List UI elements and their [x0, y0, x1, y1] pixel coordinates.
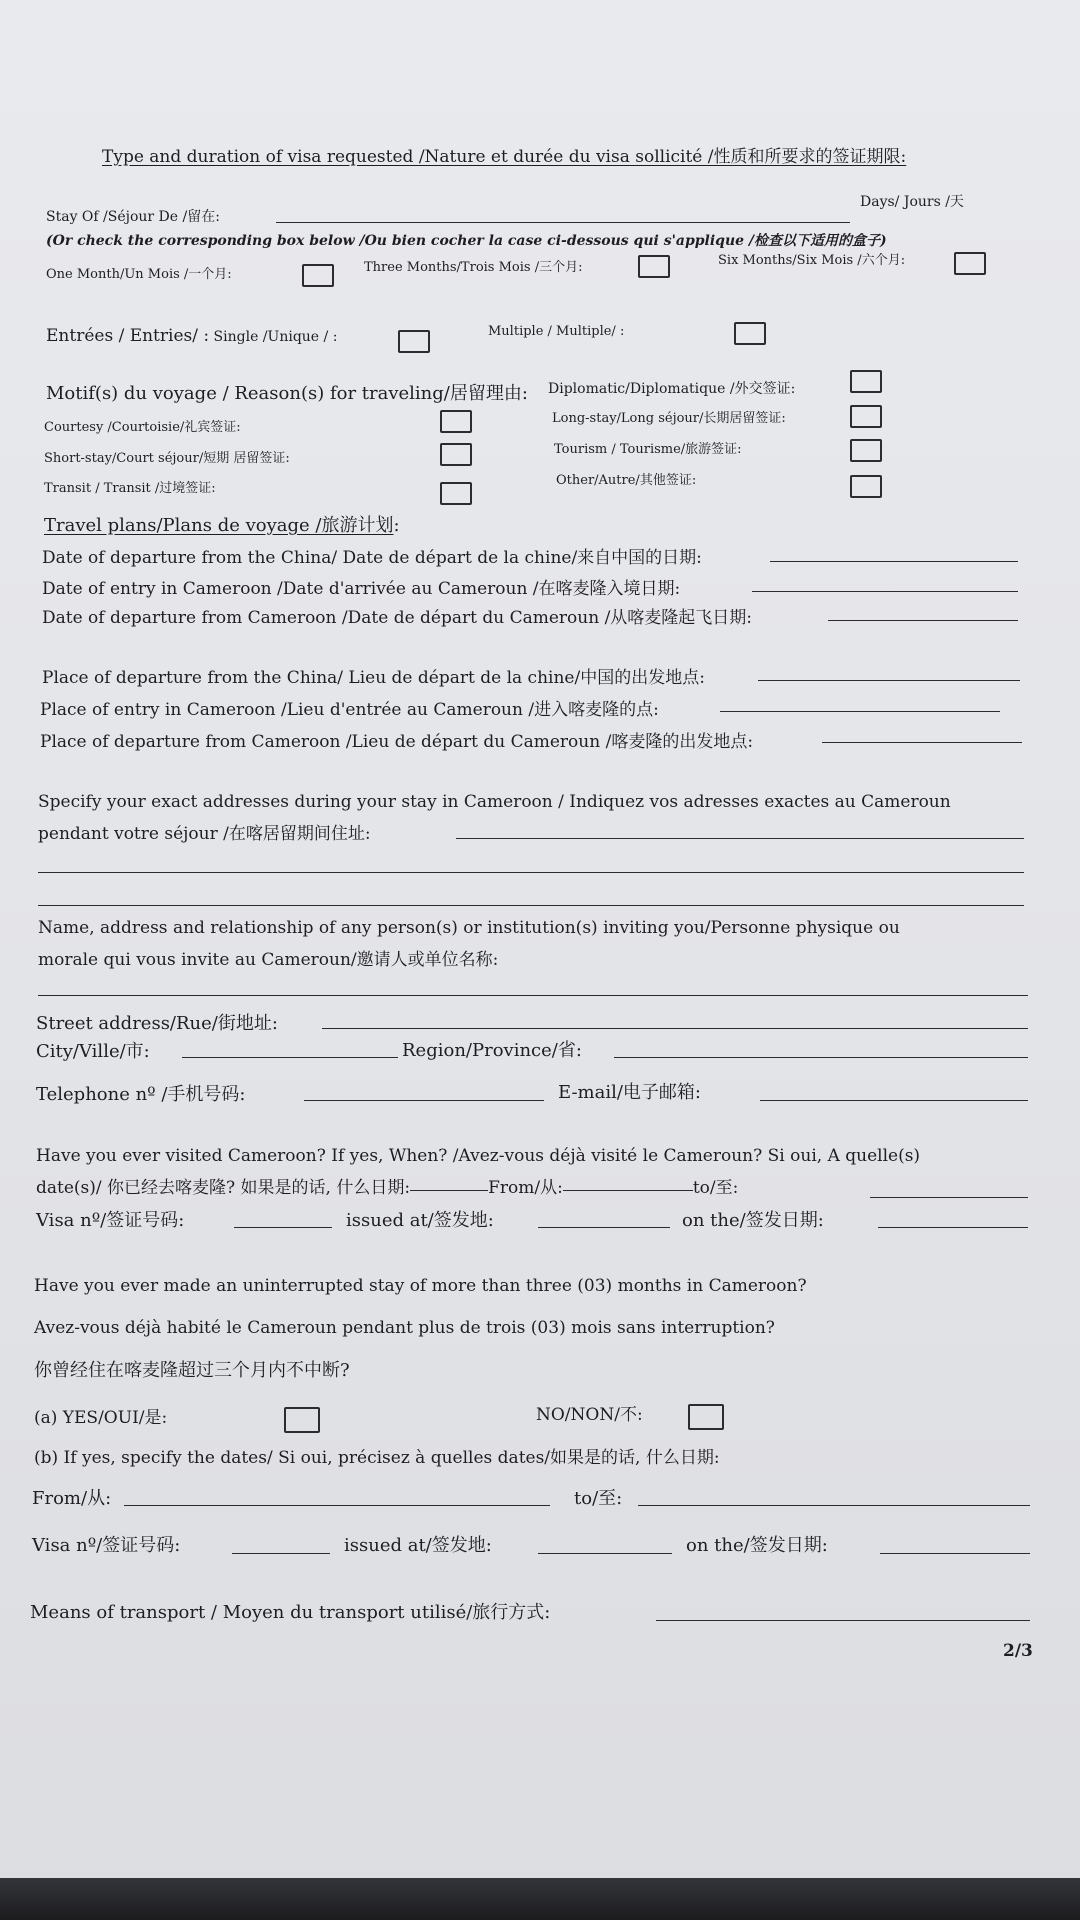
- one-month-label: One Month/Un Mois /一个月:: [46, 267, 232, 282]
- transport-field[interactable]: [656, 1620, 1030, 1621]
- date-departure-cameroon-label: Date of departure from Cameroon /Date de départ du Cameroun /从喀麦隆起飞日期:: [42, 608, 753, 628]
- stay-on-the-label: on the/签发日期:: [686, 1535, 828, 1556]
- visited-when-field[interactable]: [410, 1190, 488, 1191]
- address-field-2[interactable]: [38, 872, 1024, 873]
- no-checkbox[interactable]: [688, 1404, 724, 1430]
- place-departure-cameroon-field[interactable]: [822, 742, 1022, 743]
- email-field[interactable]: [760, 1100, 1028, 1101]
- tourism-label: Tourism / Tourisme/旅游签证:: [554, 442, 742, 457]
- inviter-instruction-line1: Name, address and relationship of any person(s) or institution(s) inviting you/Personne physique ou: [38, 918, 900, 938]
- date-departure-china-field[interactable]: [770, 561, 1018, 562]
- place-entry-cameroon-field[interactable]: [720, 711, 1000, 712]
- short-stay-checkbox[interactable]: [440, 443, 472, 466]
- courtesy-checkbox[interactable]: [440, 410, 472, 433]
- six-months-label: Six Months/Six Mois /六个月:: [718, 253, 906, 268]
- visited-question-line1: Have you ever visited Cameroon? If yes, When? /Avez-vous déjà visité le Cameroun? Si oui, A quelle(s): [36, 1146, 921, 1166]
- street-label: Street address/Rue/街地址:: [36, 1013, 278, 1034]
- place-entry-cameroon-label: Place of entry in Cameroon /Lieu d'entrée au Cameroun /进入喀麦隆的点:: [40, 700, 659, 720]
- date-entry-cameroon-field[interactable]: [752, 591, 1018, 592]
- telephone-field[interactable]: [304, 1100, 544, 1101]
- long-stay-question-en: Have you ever made an uninterrupted stay of more than three (03) months in Cameroon?: [34, 1276, 807, 1296]
- single-entry-checkbox[interactable]: [398, 330, 430, 353]
- address-instruction-line2: pendant votre séjour /在喀居留期间住址:: [38, 824, 371, 844]
- courtesy-label: Courtesy /Courtoisie/礼宾签证:: [44, 420, 241, 435]
- other-label: Other/Autre/其他签证:: [556, 473, 697, 488]
- email-label: E-mail/电子邮箱:: [558, 1082, 701, 1103]
- three-months-label: Three Months/Trois Mois /三个月:: [364, 260, 583, 275]
- city-label: City/Ville/市:: [36, 1041, 150, 1062]
- stay-from-field[interactable]: [124, 1505, 550, 1506]
- entries-label: Entrées / Entries/ : Single /Unique / :: [46, 326, 338, 346]
- short-stay-label: Short-stay/Court séjour/短期 居留签证:: [44, 451, 290, 466]
- transport-label: Means of transport / Moyen du transport utilisé/旅行方式:: [30, 1602, 551, 1623]
- page-number: 2/3: [1003, 1641, 1033, 1661]
- visited-on-the-label: on the/签发日期:: [682, 1210, 824, 1231]
- travel-plans-heading: Travel plans/Plans de voyage /旅游计划:: [44, 515, 400, 536]
- stay-label: Stay Of /Séjour De /留在:: [46, 209, 220, 225]
- stay-days-field[interactable]: [276, 222, 850, 223]
- region-field[interactable]: [614, 1057, 1028, 1058]
- date-departure-china-label: Date of departure from the China/ Date de départ de la chine/来自中国的日期:: [42, 548, 702, 568]
- visited-to-field[interactable]: [870, 1197, 1028, 1198]
- other-checkbox[interactable]: [850, 475, 882, 498]
- stay-visa-no-label: Visa nº/签证号码:: [32, 1535, 181, 1556]
- long-stay-question-zh: 你曾经住在喀麦隆超过三个月内不中断?: [34, 1360, 350, 1381]
- days-label: Days/ Jours /天: [860, 194, 964, 210]
- stay-to-label: to/至:: [574, 1488, 623, 1509]
- address-field-3[interactable]: [38, 905, 1024, 906]
- city-field[interactable]: [182, 1057, 398, 1058]
- transit-label: Transit / Transit /过境签证:: [44, 481, 216, 496]
- three-months-checkbox[interactable]: [638, 255, 670, 278]
- six-months-checkbox[interactable]: [954, 252, 986, 275]
- place-departure-china-field[interactable]: [758, 680, 1020, 681]
- address-instruction-line1: Specify your exact addresses during your stay in Cameroon / Indiquez vos adresses exactes au Cameroun: [38, 792, 951, 812]
- stay-issued-at-label: issued at/签发地:: [344, 1535, 492, 1556]
- telephone-label: Telephone nº /手机号码:: [36, 1084, 246, 1105]
- stay-from-label: From/从:: [32, 1488, 112, 1509]
- long-stay-question-fr: Avez-vous déjà habité le Cameroun pendant plus de trois (03) mois sans interruption?: [34, 1318, 775, 1338]
- desk-shadow: [0, 1878, 1080, 1920]
- diplomatic-label: Diplomatic/Diplomatique /外交签证:: [548, 381, 796, 397]
- transit-checkbox[interactable]: [440, 482, 472, 505]
- place-departure-china-label: Place of departure from the China/ Lieu de départ de la chine/中国的出发地点:: [42, 668, 705, 688]
- if-yes-dates-label: (b) If yes, specify the dates/ Si oui, précisez à quelles dates/如果是的话, 什么日期:: [34, 1448, 720, 1468]
- street-field[interactable]: [322, 1028, 1028, 1029]
- long-stay-label: Long-stay/Long séjour/长期居留签证:: [552, 411, 786, 426]
- stay-visa-no-field[interactable]: [232, 1553, 330, 1554]
- visited-visa-no-field[interactable]: [234, 1227, 332, 1228]
- visited-visa-no-label: Visa nº/签证号码:: [36, 1210, 185, 1231]
- yes-label: (a) YES/OUI/是:: [34, 1408, 168, 1428]
- multiple-label: Multiple / Multiple/ :: [488, 324, 625, 339]
- inviter-instruction-line2: morale qui vous invite au Cameroun/邀请人或单位名称:: [38, 950, 499, 970]
- stay-to-field[interactable]: [638, 1505, 1030, 1506]
- multiple-entry-checkbox[interactable]: [734, 322, 766, 345]
- long-stay-checkbox[interactable]: [850, 405, 882, 428]
- stay-on-the-field[interactable]: [880, 1553, 1030, 1554]
- visited-issued-at-field[interactable]: [538, 1227, 670, 1228]
- check-note: (Or check the corresponding box below /Ou bien cocher la case ci-dessous qui s'applique /检查以下适用的盒子): [46, 233, 887, 249]
- yes-checkbox[interactable]: [284, 1407, 320, 1433]
- motif-label: Motif(s) du voyage / Reason(s) for traveling/居留理由:: [46, 383, 528, 404]
- visited-question-line2: date(s)/ 你已经去喀麦隆? 如果是的话, 什么日期: From/从: to/至:: [36, 1178, 739, 1198]
- date-departure-cameroon-field[interactable]: [828, 620, 1018, 621]
- address-field-1[interactable]: [456, 838, 1024, 839]
- region-label: Region/Province/省:: [402, 1040, 582, 1061]
- stay-issued-at-field[interactable]: [538, 1553, 672, 1554]
- one-month-checkbox[interactable]: [302, 264, 334, 287]
- date-entry-cameroon-label: Date of entry in Cameroon /Date d'arrivée au Cameroun /在喀麦隆入境日期:: [42, 579, 681, 599]
- place-departure-cameroon-label: Place of departure from Cameroon /Lieu de départ du Cameroun /喀麦隆的出发地点:: [40, 732, 754, 752]
- no-label: NO/NON/不:: [536, 1405, 643, 1425]
- visited-on-the-field[interactable]: [878, 1227, 1028, 1228]
- inviter-name-field[interactable]: [38, 995, 1028, 996]
- visited-from-field[interactable]: [563, 1190, 693, 1191]
- tourism-checkbox[interactable]: [850, 439, 882, 462]
- diplomatic-checkbox[interactable]: [850, 370, 882, 393]
- form-title: Type and duration of visa requested /Nature et durée du visa sollicité /性质和所要求的签证期限:: [102, 147, 907, 167]
- visited-issued-at-label: issued at/签发地:: [346, 1210, 494, 1231]
